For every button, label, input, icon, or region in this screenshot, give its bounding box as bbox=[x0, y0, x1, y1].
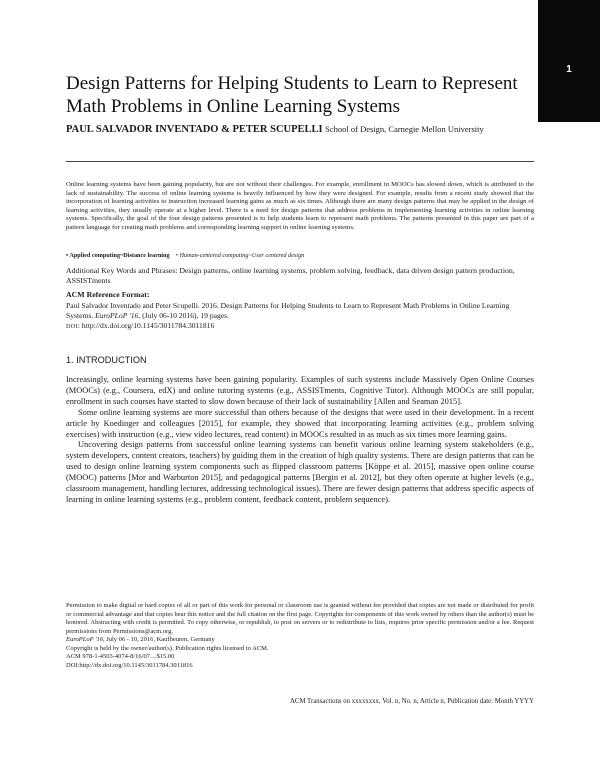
reference-citation bbox=[66, 301, 534, 321]
author-line bbox=[66, 124, 566, 135]
page-number: 1 bbox=[566, 64, 572, 75]
introduction-body bbox=[66, 375, 534, 506]
intro-paragraph-2: Some online learning systems are more successful than others because of the designs that were used in their development. In a recent article by Koedinger and colleagues [2015], for example, they showed that incorporating learning activities (e.g., problem solving exercises) with instruction (e.g., view video lectures, read content) in MOOCs resulted in as much as six times more learning gains. bbox=[66, 407, 534, 439]
citation-tail: , (July 06-10 2016), 19 pages. bbox=[138, 311, 230, 320]
footnote-doi[interactable]: DOI:http://dx.doi.org/10.1145/3011784.3011816 bbox=[66, 661, 193, 669]
permission-notice: Permission to make digital or hard copies of all or part of this work for personal or classroom use is granted without fee provided that copies are not made or distributed for profit or commercial advantage and that copies bear this notice and the full citation on the first page. Copyrights for components of this work owned by others than the author(s) must be honored. Abstracting with credit is permitted. To copy otherwise, or republish, to post on servers or to redistribute to lists, requires prior specific permission and/or a fee. Request permissions from Permissions@acm.org. bbox=[66, 602, 534, 635]
intro-paragraph-1: Increasingly, online learning systems have been gaining popularity. Examples of such systems include Massively Open Online Courses (MOOCs) (e.g., Coursera, edX) and online tutoring systems (e.g., ASSISTments, Cognitive Tutor). Although MOOCs are still popular, enrollment in such courses have started to slow down because of their lack of sustainability [Allen and Seaman 2015]. bbox=[66, 375, 534, 406]
citation-main: Paul Salvador Inventado and Peter Scupelli. 2016. Design Patterns for Helping Students to Learn to Represent Math Problems in Online Learning Systems. bbox=[66, 301, 510, 320]
page-number-tab bbox=[538, 0, 600, 122]
reference-doi bbox=[66, 321, 214, 330]
citation-venue: EuroPLoP '16 bbox=[95, 311, 139, 320]
author-names: PAUL SALVADOR INVENTADO & PETER SCUPELLI bbox=[66, 124, 323, 135]
ccs-concepts bbox=[66, 252, 534, 259]
reference-format-label: ACM Reference Format: bbox=[66, 290, 150, 299]
header-divider bbox=[66, 161, 534, 162]
doi-label: DOI bbox=[66, 323, 78, 330]
section-heading-introduction: 1. INTRODUCTION bbox=[66, 355, 147, 365]
ccs-concept-secondary: • Human-centered computing~User centered design bbox=[175, 252, 305, 259]
intro-paragraph-3: Uncovering design patterns from successful online learning systems can benefit various online learning system stakeholders (e.g., system developers, content creators, teachers) by guiding them in the creation of high quality systems. There are design patterns that can be used to design online learning system components such as flipped classroom patterns [Köppe et al. 2015], massive open online course (MOOC) patterns [Mor and Warburton 2015], and pedagogical patterns [Bergin et al. 2012], but they often operate at higher levels (e.g., classroom management, handling lectures, addressing technological issues). There are fewer design patterns that address specific aspects of learning in online learning systems (e.g., problem content, feedback content, problem sequence). bbox=[66, 440, 534, 504]
ccs-concept-primary: • Applied computing~Distance learning bbox=[66, 252, 170, 259]
journal-footer: ACM Transactions on xxxxxxxx, Vol. n, No. n, Article n, Publication date: Month YYYY bbox=[290, 698, 534, 705]
keywords: Additional Key Words and Phrases: Design patterns, online learning systems, problem solving, feedback, data driven design pattern production, ASSISTments bbox=[66, 266, 515, 285]
isbn-line: ACM 978-1-4503-4074-8/16/07…$15.00 bbox=[66, 653, 175, 660]
conference-info bbox=[66, 636, 534, 645]
conference-details: , July 06 - 10, 2016, Kaufbeuren, Germany bbox=[102, 636, 215, 643]
doi-link[interactable]: : http://dx.doi.org/10.1145/3011784.3011816 bbox=[77, 321, 215, 330]
copyright-footnote bbox=[66, 602, 534, 670]
conference-name: EuroPLoP '16 bbox=[66, 636, 103, 643]
copyright-notice: Copyright is held by the owner/author(s). Publication rights licensed to ACM. bbox=[66, 644, 269, 652]
abstract: Online learning systems have been gaining popularity, but are not without their challenges. For example, enrollment in MOOCs has slowed down, which is attributed to the lack of sustainability. The success of online learning systems is heavily influenced by how they were designed. For example, results from a recent study showed that the incorporation of learning activities to instruction increased learning gains as much as six times. Although there are many design patterns that may be applied in the design of learning activities, they usually operate at a higher level. There is a need for design patterns that address problems in implementing learning activities in online learning systems. Specifically, the goal of the four design patterns presented is to help students learn to represent math problems. The patterns presented in this paper are part of a pattern language for creating math problems and corresponding learning support in online learning systems. bbox=[66, 181, 534, 231]
paper-title: Design Patterns for Helping Students to Learn to Represent Math Problems in Online Learning Systems bbox=[66, 73, 518, 117]
author-affiliation: School of Design, Carnegie Mellon University bbox=[325, 124, 484, 134]
